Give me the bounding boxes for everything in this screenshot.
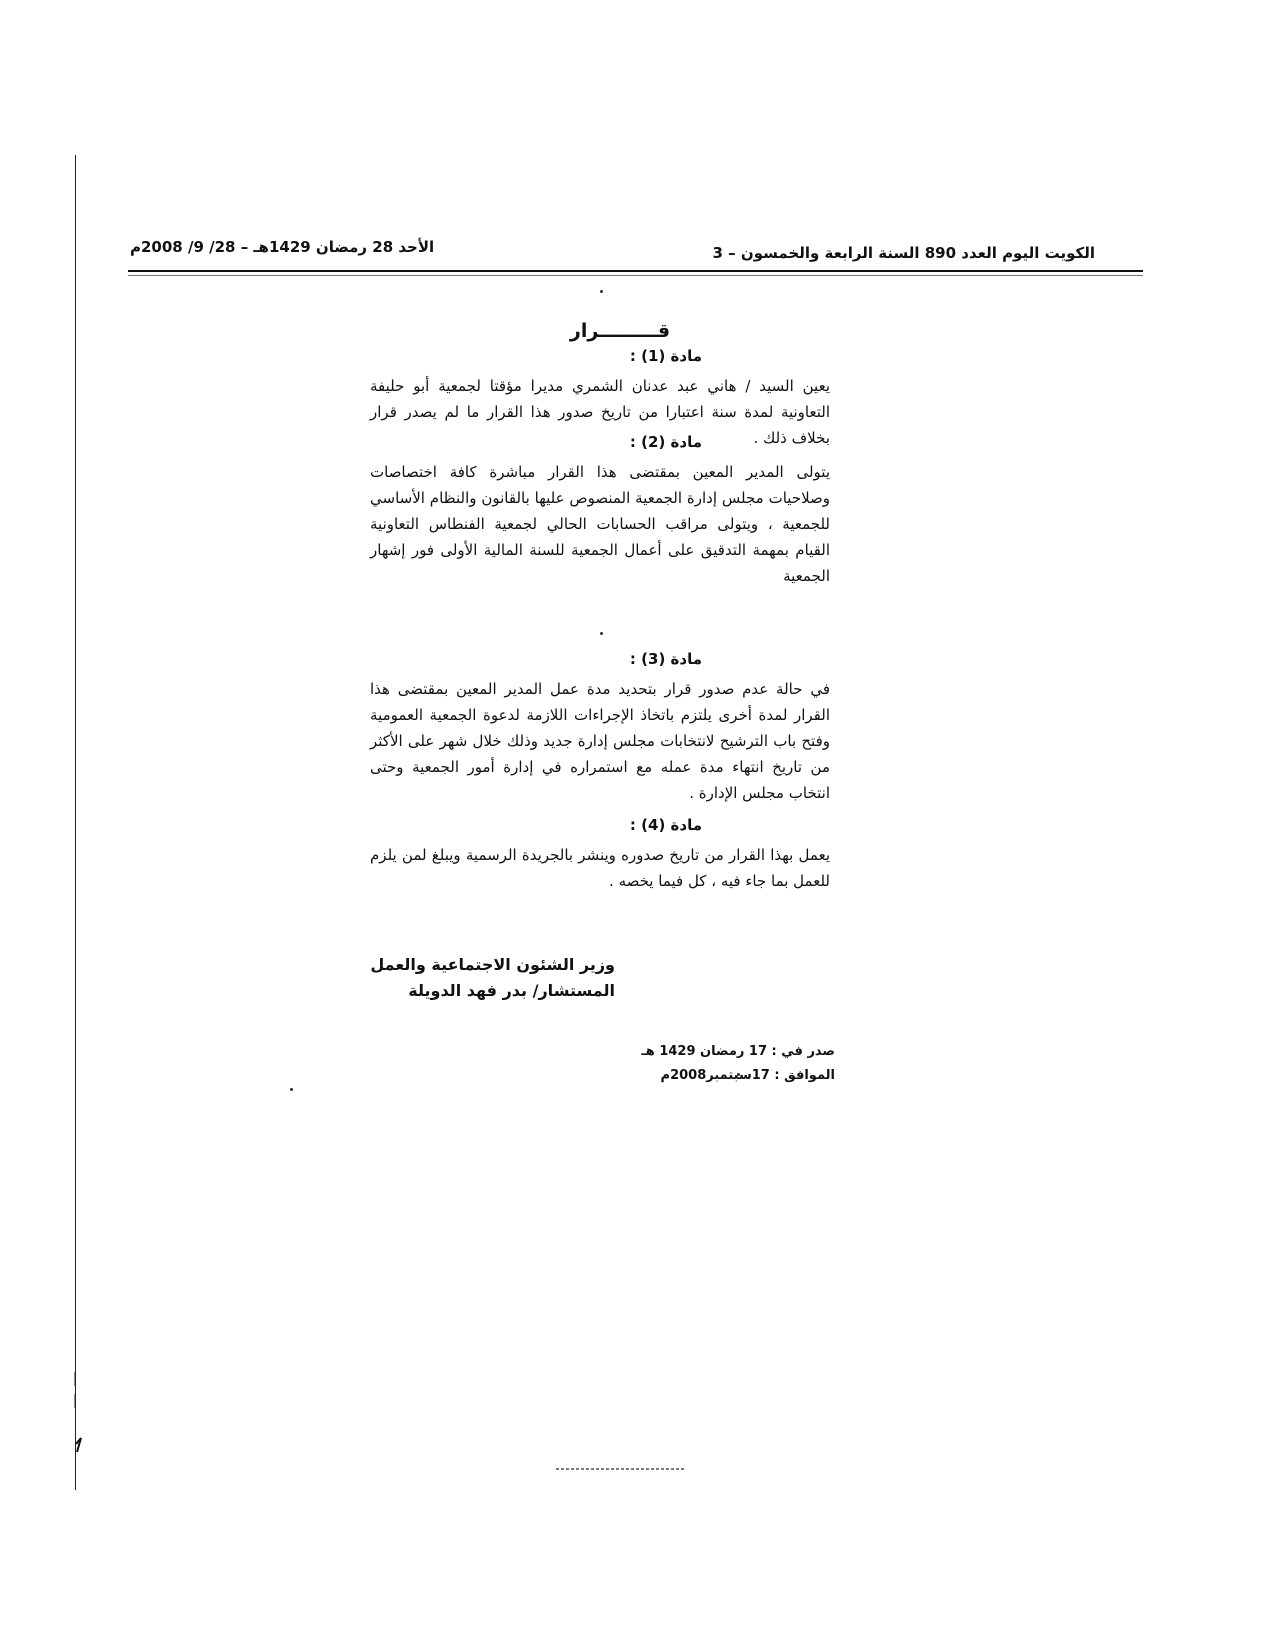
article-3: [370, 650, 830, 806]
header-rule-thin: [128, 275, 1143, 276]
article-heading: مادة (4) :: [629, 816, 702, 834]
article-4: [370, 816, 830, 894]
article-text: يعين السيد / هاني عبد عدنان الشمري مديرا مؤقتا لجمعية أبو حليفة التعاونية لمدة سنة اعتبارا من تاريخ صدور هذا القرار ما لم يصدر قرار بخلاف ذلك .: [370, 377, 830, 447]
minister-name: المستشار/ بدر فهد الدويلة: [408, 981, 615, 1000]
issue-date-hijri: صدر في : 17 رمضان 1429 هـ: [641, 1044, 835, 1059]
article-text: في حالة عدم صدور قرار بتحديد مدة عمل المدير المعين بمقتضى هذا القرار لمدة أخرى يلتزم باتخاذ الإجراءات اللازمة لدعوة الجمعية العمومية وفتح باب الترشيح لانتخابات مجلس إدارة جديد وذلك خلال شهر على الأكثر من تاريخ انتهاء مدة عمله مع استمراره في إدارة أمور الجمعية وحتى انتخاب مجلس الإدارة .: [370, 680, 830, 802]
article-text: يعمل بهذا القرار من تاريخ صدوره وينشر بالجريدة الرسمية ويبلغ لمن يلزم للعمل بما جاء فيه ، كل فيما يخصه .: [370, 846, 830, 890]
article-text: يتولى المدير المعين بمقتضى هذا القرار مباشرة كافة اختصاصات وصلاحيات مجلس إدارة الجمعية المنصوص عليها بالقانون والنظام الأساسي للجمعية ، ويتولى مراقب الحسابات الحالي لجمعية الفنطاس التعاونية القيام بمهمة التدقيق على أعمال الجمعية للسنة المالية الأولى فور إشهار الجمعية: [370, 463, 830, 585]
scan-speck: [290, 1088, 293, 1091]
gazette-header-date: الأحد 28 رمضان 1429هـ – 28/ 9/ 2008م: [130, 238, 435, 256]
scan-speck: [600, 632, 603, 635]
issue-date-gregorian: الموافق : 17سبتمبر2008م: [660, 1068, 835, 1083]
minister-signature-block: [370, 952, 615, 1004]
decision-title: قـــــــــرار: [569, 320, 671, 342]
scan-speck: [600, 290, 603, 293]
issue-date-block: [641, 1040, 835, 1088]
scan-left-edge-line: [75, 155, 76, 1490]
article-2: [370, 433, 830, 589]
article-heading: مادة (3) :: [629, 650, 702, 668]
article-heading: مادة (2) :: [629, 433, 702, 451]
gazette-header-issue: الكويت اليوم العدد 890 السنة الرابعة والخمسون – 3: [712, 244, 1095, 262]
header-rule: [128, 270, 1143, 272]
scan-edge-marks: [74, 1372, 84, 1472]
scan-bottom-smudge: [556, 1468, 686, 1470]
article-heading: مادة (1) :: [629, 347, 702, 365]
minister-title: وزير الشئون الاجتماعية والعمل: [370, 955, 615, 974]
